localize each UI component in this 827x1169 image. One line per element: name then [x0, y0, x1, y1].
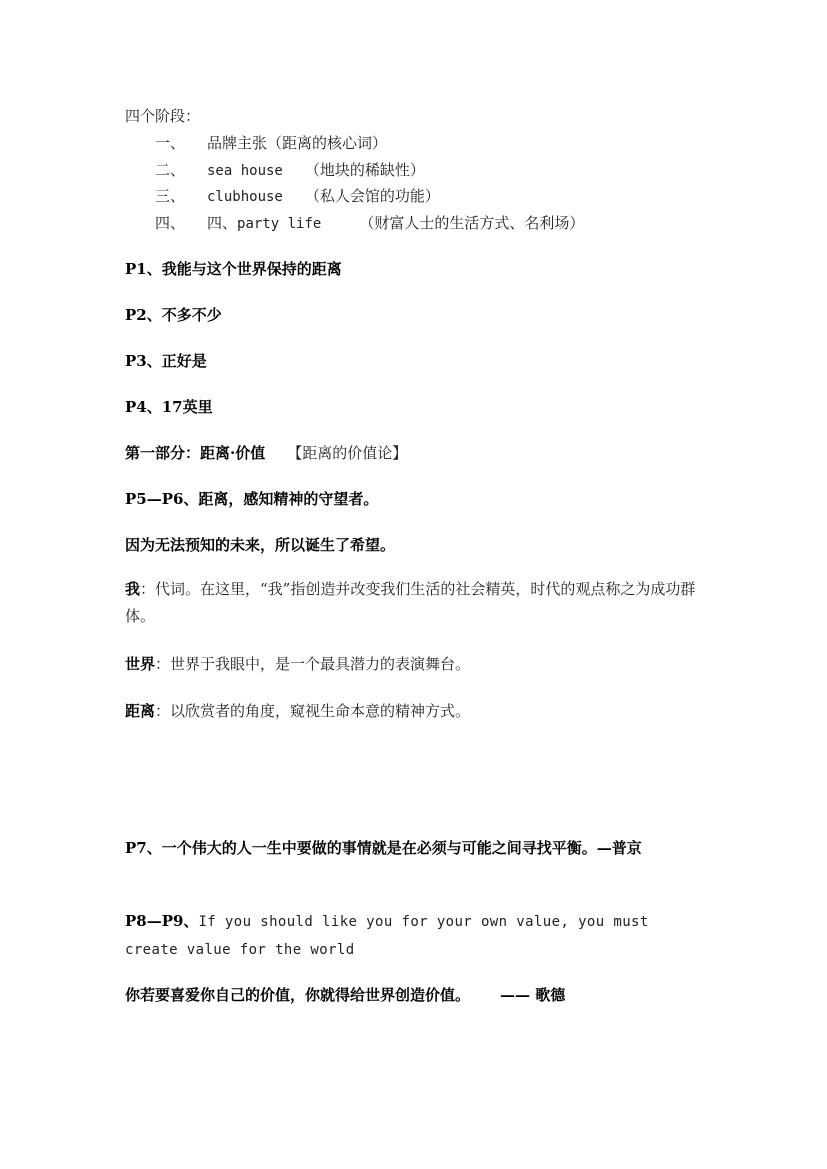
part-one-heading	[125, 443, 407, 463]
stage-text	[207, 160, 425, 181]
page-p5-p6: P5—P6、距离，感知精神的守望者。	[125, 490, 379, 508]
stage-text-en: clubhouse	[207, 189, 283, 205]
definition-term: 我	[125, 580, 141, 598]
definition-term: 世界	[125, 655, 156, 673]
definition-text: ：代词。在这里，“我”指创造并改变我们生活的社会精英，时代的观点称之为成功群体。	[125, 580, 696, 625]
definition-text: ：以欣赏者的角度，窥视生命本意的精神方式。	[155, 702, 471, 720]
stage-text-cn: （地块的稀缺性）	[304, 161, 425, 179]
part-one-title: 第一部分：距离·价值	[125, 444, 266, 462]
stage-text-cn: （私人会馆的功能）	[304, 187, 440, 205]
page-p8-p9-quote: If you should like you for your own value, you must create value for the world	[125, 914, 649, 958]
hope-line: 因为无法预知的未来，所以诞生了希望。	[125, 536, 396, 554]
definition-text: ：世界于我眼中，是一个最具潜力的表演舞台。	[155, 655, 471, 673]
page-p2: P2、不多不少	[125, 306, 222, 324]
goethe-quote-line	[125, 985, 565, 1005]
stage-text-en: party life	[237, 216, 322, 232]
page-p4: P4、17英里	[125, 398, 213, 416]
page-p7: P7、一个伟大的人一生中要做的事情就是在必须与可能之间寻找平衡。—普京	[125, 839, 642, 857]
stages-heading: 四个阶段：	[125, 107, 201, 125]
stage-text: 品牌主张（距离的核心词）	[207, 134, 388, 152]
page-p8-p9-label: P8—P9、	[125, 912, 199, 930]
stage-text-cn: （财富人士的生活方式、名利场）	[359, 214, 585, 232]
goethe-quote: 你若要喜爱你自己的价值，你就得给世界创造价值。	[125, 986, 471, 1004]
part-one-subtitle: 【距离的价值论】	[287, 444, 408, 462]
stage-number: 三、	[155, 187, 186, 205]
page-p1: P1、我能与这个世界保持的距离	[125, 260, 342, 278]
stage-number: 一、	[155, 134, 186, 152]
stage-text	[207, 213, 584, 234]
page-p3: P3、正好是	[125, 352, 207, 370]
stage-number: 四、	[155, 214, 186, 232]
definition-juli	[125, 701, 470, 721]
stage-number: 二、	[155, 161, 186, 179]
page-p8-p9	[125, 908, 705, 964]
definition-wo	[125, 576, 705, 630]
stage-text-prefix: 四、	[207, 214, 238, 232]
definition-shijie	[125, 654, 470, 674]
definition-term: 距离	[125, 702, 156, 720]
stage-text-en: sea house	[207, 163, 283, 179]
stage-text	[207, 186, 440, 207]
goethe-attribution: —— 歌德	[500, 986, 566, 1004]
